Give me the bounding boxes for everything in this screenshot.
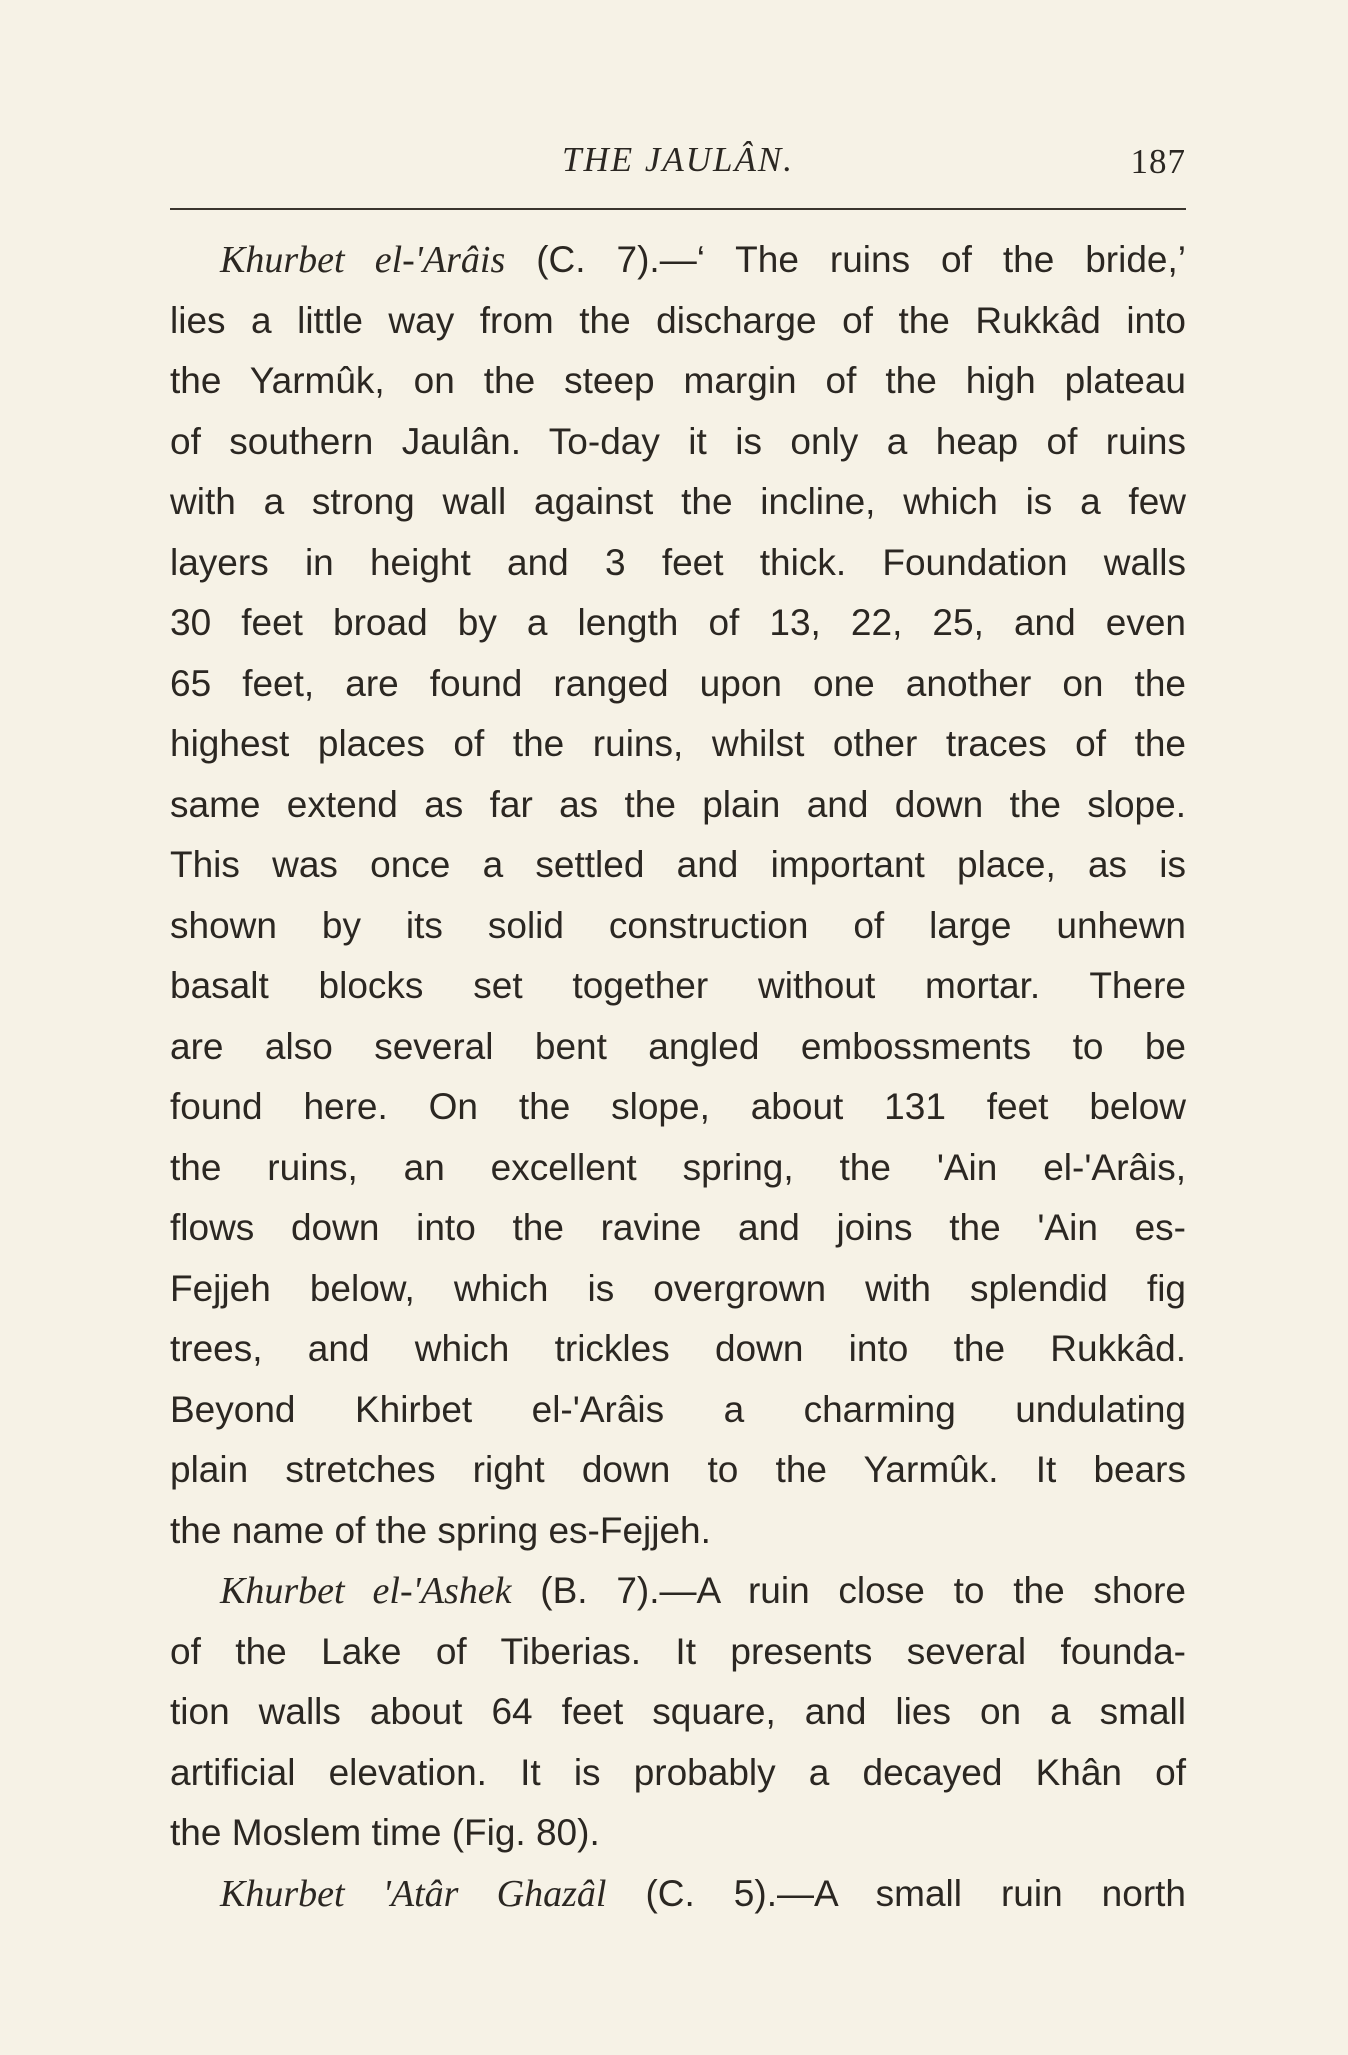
map-reference: (C. 5).: [606, 1872, 777, 1914]
text-line: with a strong wall against the incline, which is a few: [170, 481, 1186, 522]
text-line: tion walls about 64 feet square, and lies on a small: [170, 1691, 1186, 1732]
entry-text: —A small ruin north: [777, 1872, 1187, 1914]
map-reference: (C. 7).: [505, 239, 660, 280]
text-line: shown by its solid construction of large unhewn: [170, 904, 1186, 946]
text-line: the name of the spring es-Fejjeh.: [170, 1509, 711, 1551]
text-line: Beyond Khirbet el-'Arâis a charming undulating: [170, 1388, 1186, 1430]
entry-heading-line: [170, 1561, 1186, 1622]
entry-heading: Khurbet el-'Ashek: [220, 1570, 512, 1612]
text-line: This was once a settled and important place, as is: [170, 844, 1186, 885]
text-line: plain stretches right down to the Yarmûk. It bears: [170, 1449, 1186, 1490]
entry-heading: Khurbet el-'Arâis: [220, 239, 506, 281]
text-line: 30 feet broad by a length of 13, 22, 25, and even: [170, 602, 1186, 643]
text-line: the Moslem time (Fig. 80).: [170, 1812, 600, 1853]
text-line: found here. On the slope, about 131 feet below: [170, 1086, 1186, 1127]
page-number: 187: [1130, 142, 1186, 181]
running-title: THE JAULÂN.: [562, 140, 794, 179]
map-reference: (B. 7).: [511, 1570, 660, 1611]
text-line: flows down into the ravine and joins the 'Ain es-: [170, 1207, 1186, 1248]
text-line: of the Lake of Tiberias. It presents several founda-: [170, 1630, 1186, 1672]
text-line: of southern Jaulân. To-day it is only a heap of ruins: [170, 420, 1186, 462]
text-line: basalt blocks set together without mortar. There: [170, 965, 1186, 1006]
entry-text: —A ruin close to the shore: [659, 1570, 1186, 1611]
body-text: [170, 230, 1186, 1924]
header-rule: [170, 208, 1186, 210]
text-line: artificial elevation. It is probably a decayed Khân of: [170, 1751, 1186, 1793]
text-line: Fejjeh below, which is overgrown with splendid fig: [170, 1267, 1186, 1309]
text-line: same extend as far as the plain and down the slope.: [170, 783, 1186, 825]
text-line: the ruins, an excellent spring, the 'Ain el-'Arâis,: [170, 1146, 1186, 1188]
text-line: the Yarmûk, on the steep margin of the high plateau: [170, 360, 1186, 401]
entry-text: —‘ The ruins of the bride,’: [659, 239, 1186, 280]
text-line: are also several bent angled embossments to be: [170, 1025, 1186, 1067]
text-line: lies a little way from the discharge of the Rukkâd into: [170, 299, 1186, 341]
text-line: 65 feet, are found ranged upon one another on the: [170, 662, 1186, 704]
running-head: [170, 140, 1186, 190]
entry-heading-line: [170, 1864, 1186, 1925]
text-line: trees, and which trickles down into the Rukkâd.: [170, 1328, 1186, 1369]
text-line: layers in height and 3 feet thick. Foundation walls: [170, 541, 1186, 583]
entry-heading: Khurbet 'Atâr Ghazâl: [220, 1872, 607, 1915]
entry-heading-line: [170, 230, 1186, 291]
text-line: highest places of the ruins, whilst other traces of the: [170, 723, 1186, 764]
